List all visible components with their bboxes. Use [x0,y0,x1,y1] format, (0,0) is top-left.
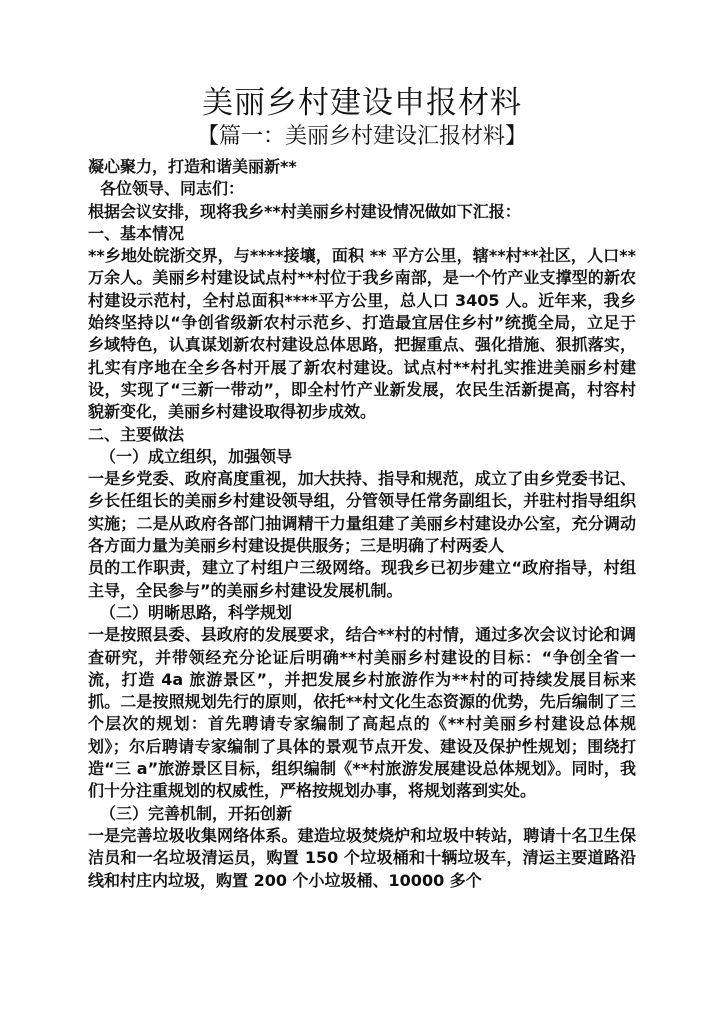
subheading-mechanism: （三）完善机制，开拓创新 [100,803,293,823]
planning-paragraph: 一是按照县委、县政府的发展要求，结合**村的村情，通过多次会议讨论和调查研究，并带领经充分论证后明确**村美丽乡村建设的目标：“争创全省一流，打造 4a 旅游景区”，并把发展乡村旅游作为**村的可持续发展目标来抓。二是按照规划先行的原则，依托**村文化生态资源的优势，先后编制了三个层次的规划：首先聘请专家编制了高起点的《**村美丽乡村建设总体规划》；尔后聘请专家编制了具体的景观节点开发、建设及保护性规划；围绕打造“三 a”旅游景区目标，组织编制《**村旅游发展建设总体规划》。同时，我们十分注重规划的权威性，严格按规划办事，将规划落到实处。 [88,625,636,801]
basic-situation-paragraph: **乡地处皖浙交界，与****接壤，面积 ** 平方公里，辖**村**社区，人口**万余人。美丽乡村建设试点村**村位于我乡南部，是一个竹产业支撑型的新农村建设示范村，全村总面积****平方公里，总人口 3405 人。近年来，我乡始终坚持以“争创省级新农村示范乡、打造最宜居住乡村”统揽全局，立足于乡域特色，认真谋划新农村建设总体思路，把握重点、强化措施、狠抓落实，扎实有序地在全乡各村开展了新农村建设。试点村**村扎实推进美丽乡村建设，实现了“三新一带动”，即全村竹产业新发展，农民生活新提高，村容村貌新变化，美丽乡村建设取得初步成效。 [88,246,636,422]
document-title: 美丽乡村建设申报材料 [202,85,522,121]
organization-paragraph: 一是乡党委、政府高度重视，加大扶持、指导和规范，成立了由乡党委书记、乡长任组长的美丽乡村建设领导组，分管领导任常务副组长，并驻村指导组织实施；二是从政府各部门抽调精干力量组建了美丽乡村建设办公室，充分调动各方面力量为美丽乡村建设提供服务；三是明确了村两委人 [88,469,636,556]
opening-slogan: 凝心聚力，打造和谐美丽新** [88,157,297,176]
document-subtitle: 【篇一：美丽乡村建设汇报材料】 [196,124,527,149]
organization-paragraph-cont: 员的工作职责，建立了村组户三级网络。现我乡已初步建立“政府指导，村组主导，全民参与”的美丽乡村建设发展机制。 [88,558,636,600]
subheading-planning: （二）明晰思路，科学规划 [100,602,293,622]
subheading-organization: （一）成立组织，加强领导 [100,446,293,466]
mechanism-paragraph: 一是完善垃圾收集网络体系。建造垃圾焚烧炉和垃圾中转站，聘请十名卫生保洁员和一名垃圾清运员，购置 150 个垃圾桶和十辆垃圾车，清运主要道路沿线和村庄内垃圾，购置 200 个小垃圾桶、10000 多个 [88,825,636,890]
section-heading-basic: 一、基本情况 [88,223,185,243]
section-heading-practices: 二、主要做法 [88,424,185,444]
intro-paragraph: 根据会议安排，现将我乡**村美丽乡村建设情况做如下汇报： [88,201,521,221]
document-body [88,156,636,892]
salutation: 各位领导、同志们： [100,179,245,199]
